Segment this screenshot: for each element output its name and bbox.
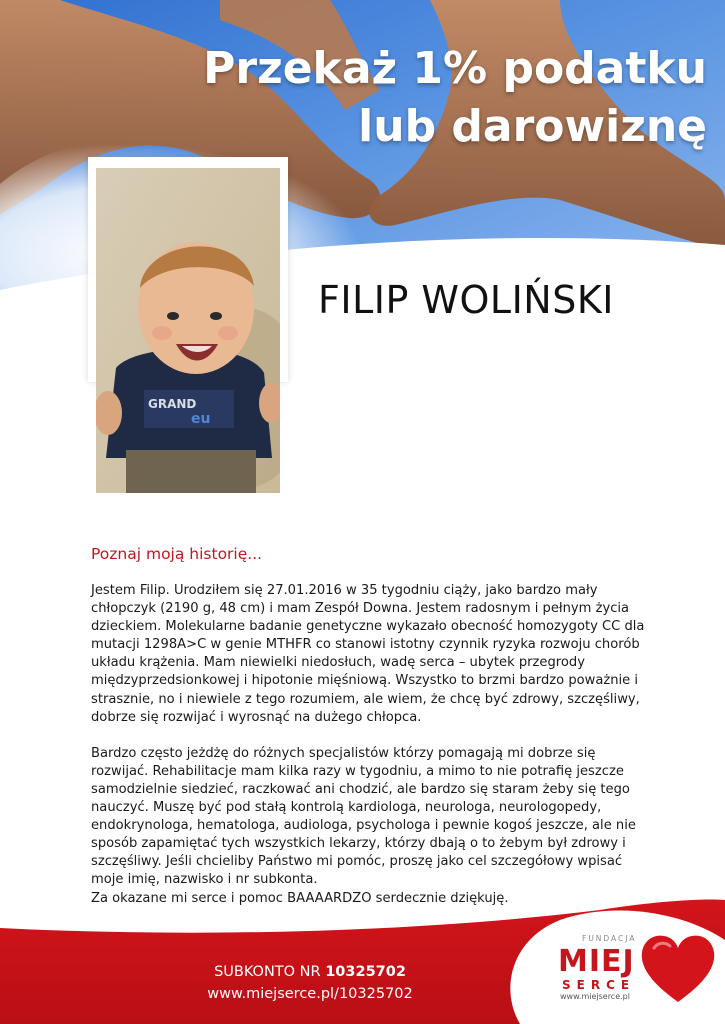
logo-miej: MIEJ <box>558 944 635 979</box>
logo-url: www.miejserce.pl <box>560 992 630 1001</box>
story-heading: Poznaj moją historię... <box>91 545 263 563</box>
svg-text:GRAND: GRAND <box>148 397 197 411</box>
subkonto-label: SUBKONTO NR <box>214 964 321 980</box>
headline <box>203 40 707 156</box>
logo-fundacja: FUNDACJA <box>582 934 637 943</box>
story-paragraph-1: Jestem Filip. Urodziłem się 27.01.2016 w 35 tygodniu ciąży, jako bardzo mały chłopczyk (2190 g, 48 cm) i mam Zespół Downa. Jestem radosnym i pełnym życia dzieckiem. Molekularne badanie genetyczne wykazało obecność homozygoty CC dla mutacji 1298A>C w genie MTHFR co stanowi istotny czynnik ryzyka rozwoju chorób układu krążenia. Mam niewielki niedosłuch, wadę serca – ubytek przegrody międzyprzedsionkowej i hipotonie mięśniową. Wszystko to brzmi bardzo poważnie i strasznie, no i niewiele z tego rozumiem, ale wiem, że chcę być zdrowy, szczęśliwy, dobrze się rozwijać i wyrosnąć na dużego chłopca. <box>91 583 645 725</box>
headline-line-1: Przekaż 1% podatku <box>203 43 707 94</box>
headline-line-2: lub darowiznę <box>358 101 707 152</box>
heart-icon <box>640 934 716 1004</box>
child-photo <box>96 168 280 493</box>
story-body <box>91 582 651 926</box>
subkonto-number: 10325702 <box>325 964 406 980</box>
foundation-logo <box>548 928 718 1020</box>
story-paragraph-2: Bardzo często jeżdżę do różnych specjalistów którzy pomagają mi dobrze się rozwijać. Rehabilitacje mam kilka razy w tygodniu, a mimo to nie potrafię jeszcze samodzielnie siedzieć, raczkować ani chodzić, ale bardzo się staram żeby się tego nauczyć. Muszę być pod stałą kontrolą kardiologa, neurologa, neurologopedy, endokrynologa, hematologa, audiologa, psychologa i pewnie kogoś jeszcze, ale nie sposób zapamiętać tych wszystkich lekarzy, którzy dbają o to żebym był zdrowy i szczęśliwy. Jeśli chcieliby Państwo mi pomóc, proszę jako cel szczegółowy wpisać moje imię, nazwisko i nr subkonta. <box>91 745 636 888</box>
child-name: FILIP WOLIŃSKI <box>318 278 614 322</box>
story-closing: Za okazane mi serce i pomoc BAAAARDZO serdecznie dziękuję. <box>91 890 509 906</box>
website-link[interactable]: www.miejserce.pl/10325702 <box>207 986 413 1002</box>
svg-text:eu: eu <box>191 411 211 427</box>
subkonto <box>180 964 440 980</box>
logo-serce: SERCE <box>562 978 636 992</box>
